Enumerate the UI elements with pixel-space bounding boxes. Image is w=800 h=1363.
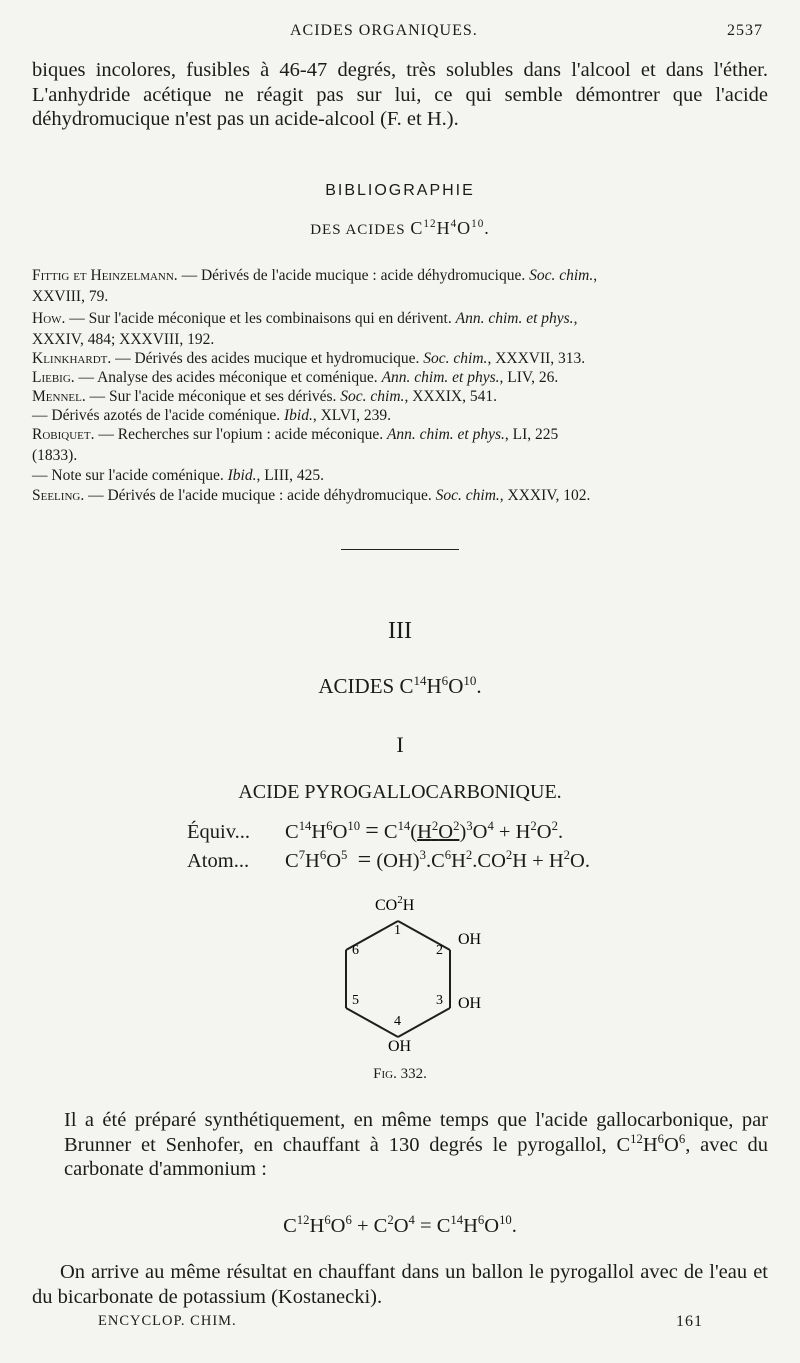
footer-right: 161	[676, 1313, 703, 1330]
section-divider	[341, 549, 459, 550]
substituent-top: $CO^2H$	[375, 894, 415, 914]
kostanecki-paragraph: On arrive au même résultat en chauffant dans un ballon le pyrogallol avec de l'eau et du bicarbonate de potassium (Kostanecki).	[32, 1261, 768, 1308]
section-formula: $C^{14}H^6O^{10}$.	[399, 673, 482, 698]
position-3: 3	[436, 993, 443, 1008]
bib-entry: Robiquet. — Recherches sur l'opium : acide méconique. Ann. chim. et phys., LI, 225 (1833).	[32, 426, 559, 464]
benzene-structure-diagram	[330, 888, 510, 1088]
sub-roman: I	[396, 732, 404, 757]
figure-caption: Fig. 332.	[373, 1066, 427, 1082]
bib-entry: Seeling. — Dérivés de l'acide mucique : acide déhydromucique. Soc. chim., XXXIV, 102.	[32, 487, 591, 504]
substituent-oh-2: OH	[458, 931, 482, 948]
bib-entry: — Note sur l'acide coménique. Ibid., LIII, 425.	[32, 467, 325, 484]
equiv-formula: Équiv... $C^{14}H^6O^{10} = C^{14}(H^2O^2)^3O^4 + H^2O^2$.	[187, 818, 564, 844]
bib-entry: — Dérivés azotés de l'acide coménique. Ibid., XLVI, 239.	[32, 407, 392, 424]
bib-entry: How. — Sur l'acide méconique et les combinaisons qui en dérivent. Ann. chim. et phys., XXXIV, 484; XXXVIII, 192.	[32, 310, 578, 348]
page-number: 2537	[727, 22, 763, 39]
position-1: 1	[394, 923, 401, 938]
bib-entry: Klinkhardt. — Dérivés des acides mucique et hydromucique. Soc. chim., XXXVII, 313.	[32, 350, 586, 367]
bib-entry: Mennel. — Sur l'acide méconique et ses dérivés. Soc. chim., XXXIX, 541.	[32, 388, 497, 405]
atom-formula: Atom... $C^7H^6O^5 = (OH)^3.C^6H^2.CO^2H + H^2O$.	[187, 847, 590, 873]
bibliography-heading: BIBLIOGRAPHIE	[325, 182, 475, 199]
reaction-equation: $C^{12}H^6O^6 + C^2O^4 = C^{14}H^6O^{10}$.	[283, 1213, 517, 1237]
intro-paragraph: biques incolores, fusibles à 46-47 degrés, très solubles dans l'alcool et dans l'éther. L'anhydride acétique ne réagit pas sur lui, ce qui semble démontrer que l'acide déhydromucique n'est pas un acide-alcool (F. et H.).	[32, 59, 768, 130]
bib-entry: Liebig. — Analyse des acides méconique et coménique. Ann. chim. et phys., LIV, 26.	[32, 369, 559, 386]
bib-entry: Fittig et Heinzelmann. — Dérivés de l'acide mucique : acide déhydromucique. Soc. chim., XXVIII, 79.	[32, 267, 598, 305]
substituent-oh-3: OH	[458, 995, 482, 1012]
position-5: 5	[352, 993, 359, 1008]
substituent-oh-4: OH	[388, 1038, 412, 1055]
bib-formula: $C^{12}H^4O^{10}$.	[410, 218, 490, 238]
running-title: ACIDES ORGANIQUES.	[290, 22, 478, 39]
acid-name: ACIDE PYROGALLOCARBONIQUE.	[238, 781, 562, 803]
atom-label: Atom...	[187, 850, 250, 872]
equiv-label: Équiv...	[187, 821, 251, 843]
section-title: ACIDES $C^{14}H^6O^{10}$.	[318, 673, 482, 698]
position-6: 6	[352, 943, 359, 958]
position-4: 4	[394, 1014, 401, 1029]
section-roman: III	[388, 618, 412, 644]
bibliography-subheading	[0, 218, 800, 239]
bibliography-subheading-prefix: DES ACIDES	[310, 222, 411, 238]
synthesis-paragraph: Il a été préparé synthétiquement, en même temps que l'acide gallocarbonique, par Brunner et Senhofer, en chauffant à 130 degrés le pyrogallol, $C^{12}H^6O^6$, avec du carbonate d'ammonium :	[64, 1109, 769, 1180]
position-2: 2	[436, 943, 443, 958]
footer-left: ENCYCLOP. CHIM.	[98, 1313, 237, 1329]
